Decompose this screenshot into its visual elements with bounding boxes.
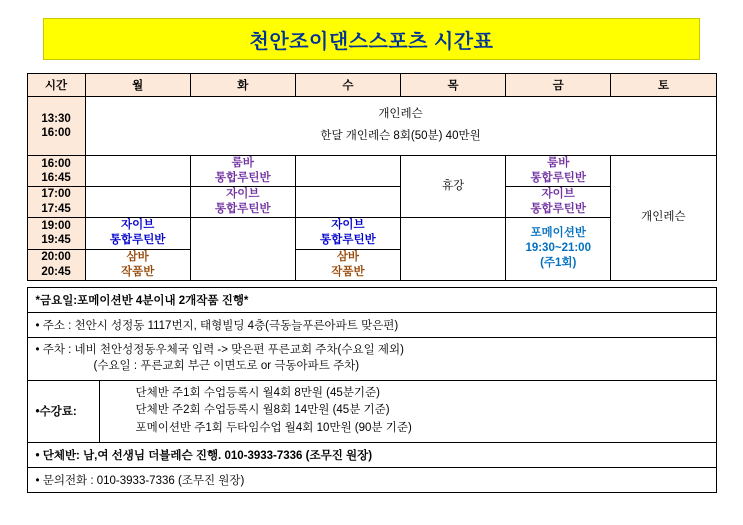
row2-fri: 자이브 통합루틴반	[506, 186, 611, 217]
note-row-group	[27, 442, 716, 467]
note-row-phone	[27, 467, 716, 492]
row3-time: 19:00 19:45	[27, 217, 85, 249]
row2-tue: 자이브 통합루틴반	[190, 186, 295, 217]
fee-list	[99, 380, 716, 442]
row1-time: 16:00 16:45	[27, 156, 85, 187]
address-note: • 주소 : 천안시 성정동 1117번지, 태형빌딩 4층(극동늘푸른아파트 맞은편)	[27, 312, 716, 337]
friday-note: *금요일:포메이션반 4분이내 2개작품 진행*	[27, 287, 716, 312]
header-mon: 월	[85, 74, 190, 97]
fee-item: 포메이션반 주1회 두타임수업 월4회 10만원 (90분 기준)	[135, 422, 412, 435]
note-row-address	[27, 312, 716, 337]
row3-fri: 포메이션반 19:30~21:00 (주1회)	[506, 217, 611, 280]
row3-mon: 자이브 통합루틴반	[85, 217, 190, 249]
note-row-parking	[27, 337, 716, 380]
table-row	[27, 156, 716, 187]
row1-tue: 룸바 통합루틴반	[190, 156, 295, 187]
parking-line2: (수요일 : 푸른교회 부근 이면도로 or 극동아파트 주차)	[93, 360, 360, 373]
parking-line1: • 주차 : 네비 천안성정동우체국 입력 -> 맞은편 푸른교회 주차(수요일 제외)	[35, 343, 404, 356]
private-lesson-line1: 개인레슨	[378, 108, 423, 121]
page-title: 천안조이댄스스포츠 시간표	[249, 30, 494, 53]
header-tue: 화	[190, 74, 295, 97]
header-fri: 금	[506, 74, 611, 97]
private-lesson-cell	[85, 97, 716, 156]
row3-tue-empty	[190, 217, 295, 280]
row2-time: 17:00 17:45	[27, 186, 85, 217]
parking-note	[27, 337, 716, 380]
row4-mon: 삼바 작품반	[85, 249, 190, 280]
row1-wed	[295, 156, 400, 187]
header-thu: 목	[401, 74, 506, 97]
fee-item: 단체반 주2회 수업등록시 월8회 14만원 (45분 기준)	[135, 404, 390, 417]
row1-fri: 룸바 통합루틴반	[506, 156, 611, 187]
phone-note: • 문의전화 : 010-3933-7336 (조무진 원장)	[27, 467, 716, 492]
schedule-table	[27, 73, 717, 281]
header-sat: 토	[611, 74, 716, 97]
private-lesson-time: 13:30 16:00	[27, 97, 85, 156]
sat-merged-cell: 개인레슨	[611, 156, 716, 281]
schedule-header-row	[27, 74, 716, 97]
table-row-private-lesson	[27, 97, 716, 156]
row3-wed: 자이브 통합루틴반	[295, 217, 400, 249]
row4-wed: 삼바 작품반	[295, 249, 400, 280]
header-wed: 수	[295, 74, 400, 97]
row2-wed	[295, 186, 400, 217]
private-lesson-line2: 한달 개인레슨 8회(50분) 40만원	[320, 130, 481, 142]
row2-mon	[85, 186, 190, 217]
notes-table	[27, 287, 717, 493]
fee-item: 단체반 주1회 수업등록시 월4회 8만원 (45분기준)	[135, 386, 380, 399]
note-row-friday	[27, 287, 716, 312]
group-note: • 단체반: 남,여 선생님 더블레슨 진행. 010-3933-7336 (조무진 원장)	[27, 442, 716, 467]
note-row-fees	[27, 380, 716, 442]
thu-merged-cell: 휴강	[401, 156, 506, 218]
row4-time: 20:00 20:45	[27, 249, 85, 280]
fee-label: •수강료:	[27, 380, 99, 442]
header-time: 시간	[27, 74, 85, 97]
page-title-bar	[43, 18, 700, 60]
row1-mon	[85, 156, 190, 187]
thu-merged-cell-2	[401, 217, 506, 280]
